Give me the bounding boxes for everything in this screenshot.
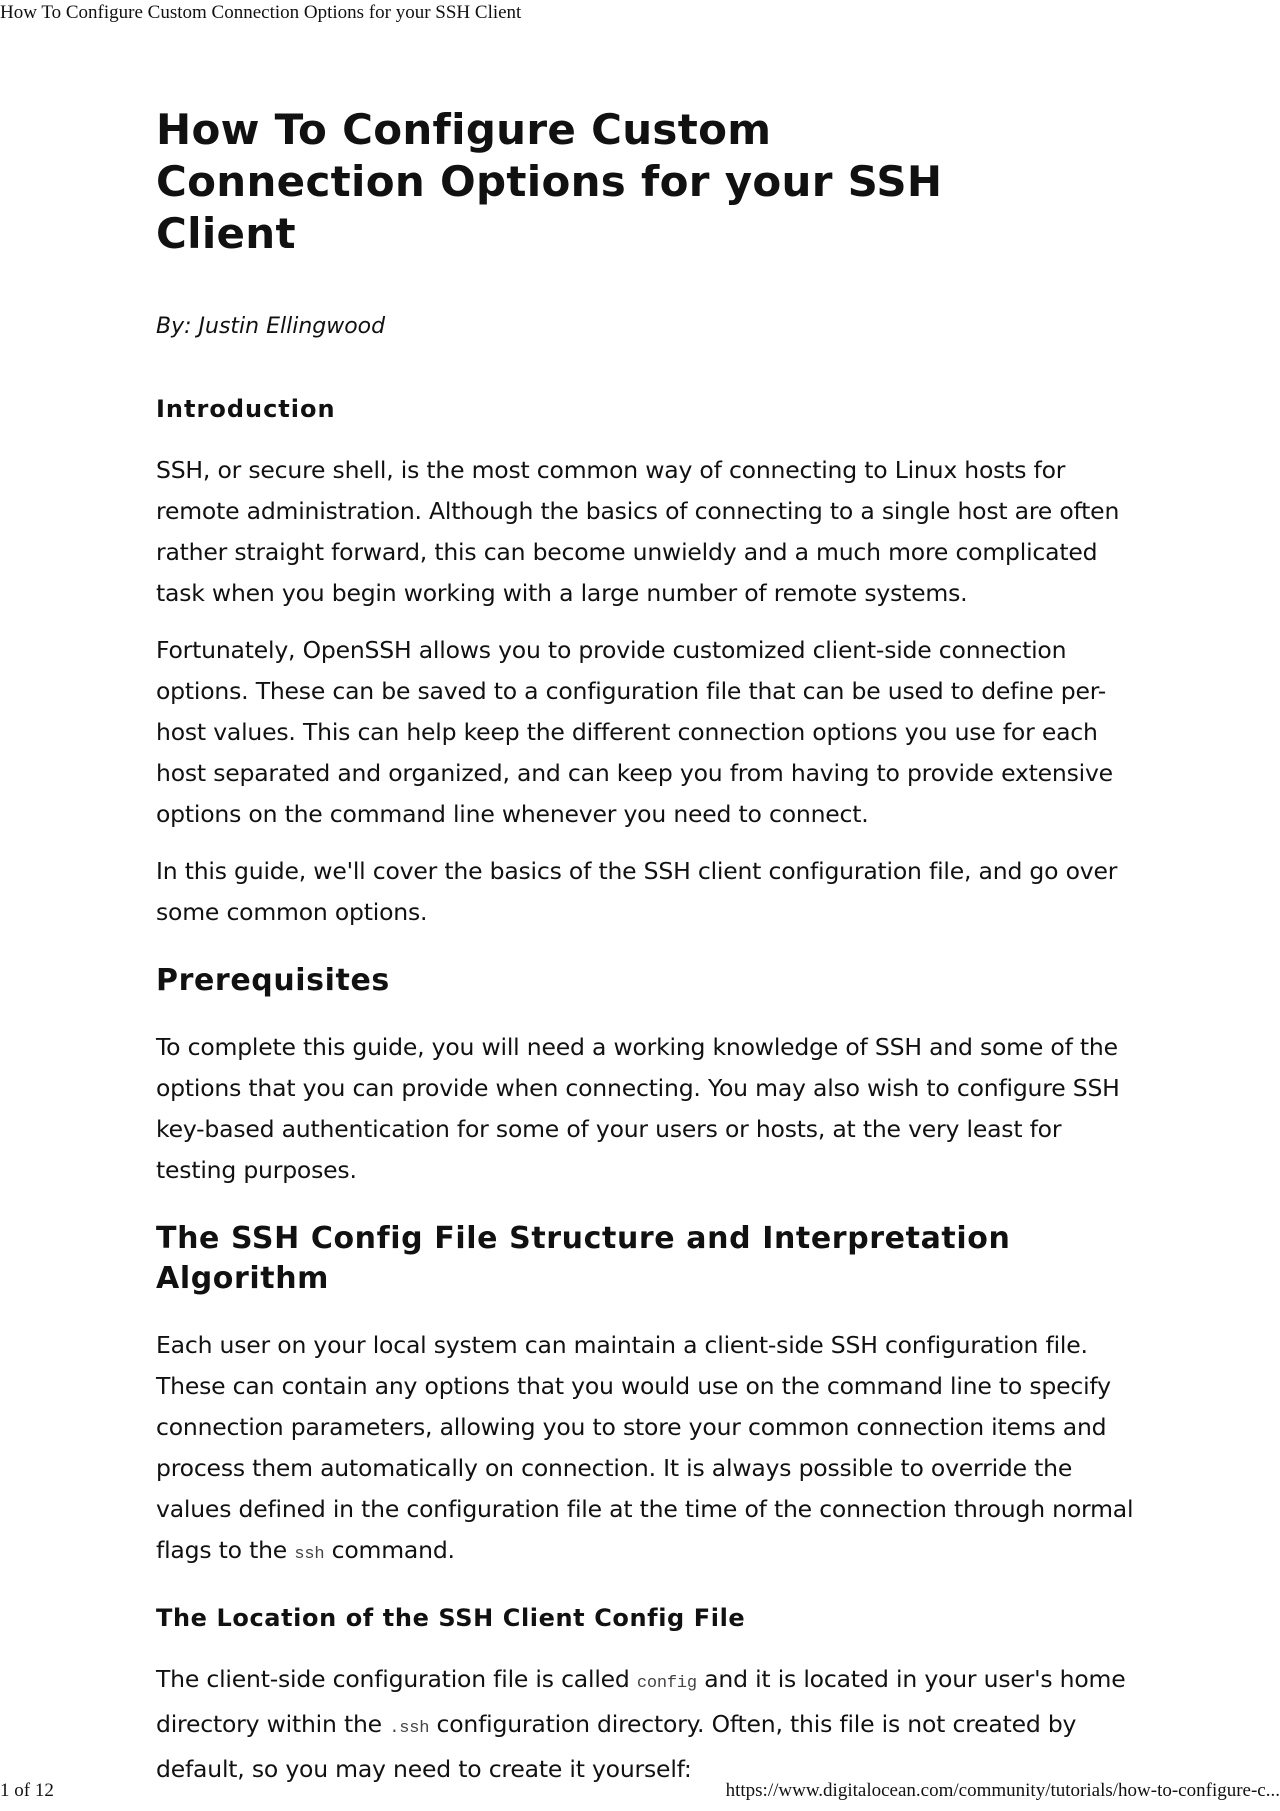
config-structure-text: Each user on your local system can maintain a client-side SSH configuration file. These can contain any options that you would use on the command line to specify connection parameters, allowing you to store your common connection items and process them automatically on connection. It is always possible to override the values defined in the configuration file at the time of the connection through normal flags to the — [156, 1331, 1134, 1564]
config-location-text-1: The client-side configuration file is called — [156, 1665, 630, 1693]
article — [156, 104, 1136, 1790]
config-structure-text-end: command. — [331, 1536, 455, 1564]
config-location-paragraph — [156, 1659, 1136, 1790]
introduction-paragraph-2: Fortunately, OpenSSH allows you to provide customized client-side connection options. These can be saved to a configuration file that can be used to define per-host values. This can help keep the different connection options you use for each host separated and organized, and can keep you from having to provide extensive options on the command line whenever you need to connect. — [156, 636, 1113, 828]
author-byline: By: Justin Ellingwood — [156, 314, 386, 339]
introduction-paragraph-3: In this guide, we'll cover the basics of the SSH client configuration file, and go over some common options. — [156, 857, 1118, 926]
config-structure-section — [156, 1219, 1136, 1790]
config-location-heading: The Location of the SSH Client Config File — [156, 1604, 746, 1632]
config-structure-heading: The SSH Config File Structure and Interpretation Algorithm — [156, 1221, 1011, 1296]
ssh-inline-code: ssh — [294, 1545, 325, 1564]
introduction-heading: Introduction — [156, 395, 336, 423]
config-inline-code: config — [636, 1674, 697, 1693]
introduction-paragraph-1: SSH, or secure shell, is the most common way of connecting to Linux hosts for remote administration. Although the basics of connecting to a single host are often rather straight forward, this can become unwieldy and a much more complicated task when you begin working with a large number of remote systems. — [156, 456, 1120, 607]
config-structure-paragraph — [156, 1325, 1136, 1575]
prerequisites-heading: Prerequisites — [156, 963, 390, 998]
article-title: How To Configure Custom Connection Options for your SSH Client — [156, 105, 943, 258]
introduction-section — [156, 394, 1136, 933]
prerequisites-section — [156, 961, 1136, 1191]
dot-ssh-inline-code: .ssh — [389, 1719, 430, 1738]
config-location-text-2: and it is located in your user's home directory within the — [156, 1665, 1126, 1738]
source-url[interactable]: https://www.digitalocean.com/community/tutorials/how-to-configure-c... — [725, 1780, 1280, 1801]
page-indicator: 1 of 12 — [0, 1780, 54, 1801]
prerequisites-paragraph: To complete this guide, you will need a working knowledge of SSH and some of the options that you can provide when connecting. You may also wish to configure SSH key-based authentication for some of your users or hosts, at the very least for testing purposes. — [156, 1033, 1120, 1184]
config-location-text-3: configuration directory. Often, this file is not created by default, so you may need to create it yourself: — [156, 1710, 1077, 1783]
print-header-title: How To Configure Custom Connection Options for your SSH Client — [0, 2, 522, 23]
